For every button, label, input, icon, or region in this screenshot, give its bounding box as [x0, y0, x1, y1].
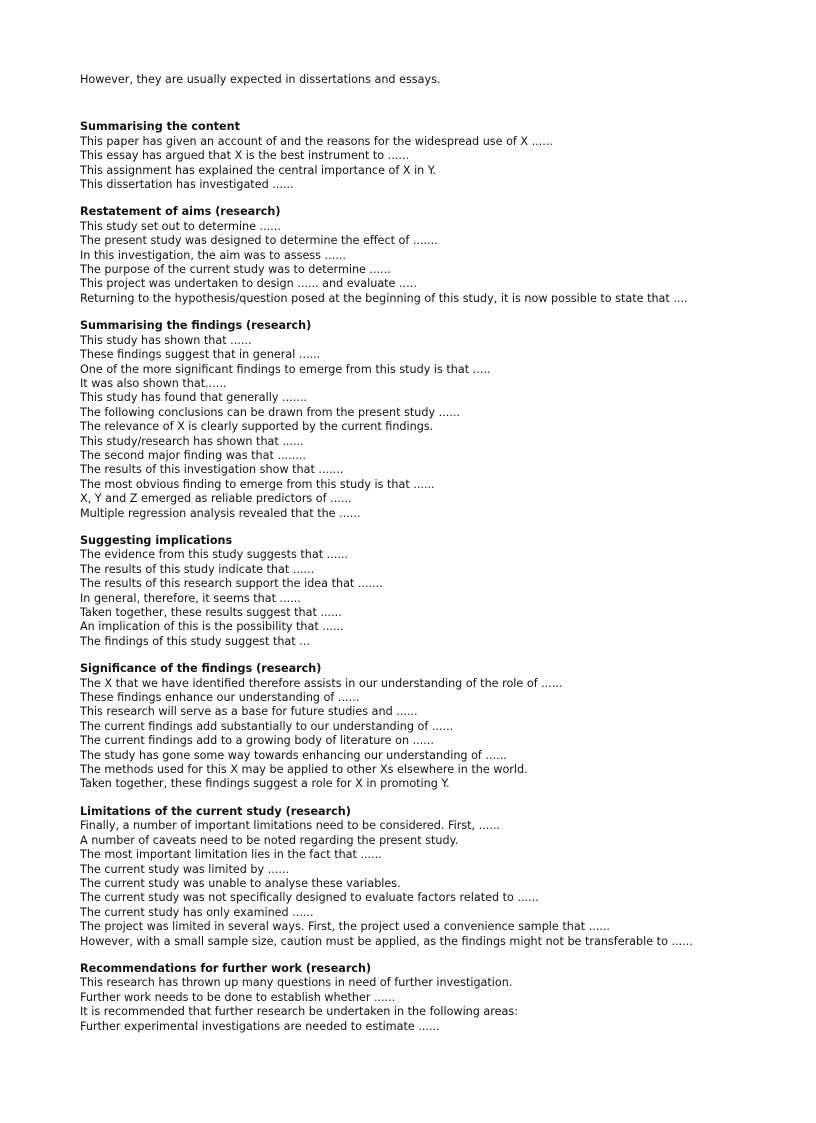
phrase-line: The relevance of X is clearly supported by the current findings. [80, 420, 434, 434]
phrase-line: In general, therefore, it seems that ...... [80, 591, 301, 605]
phrase-line: In this investigation, the aim was to assess ...... [80, 248, 346, 262]
section-heading: Recommendations for further work (research) [80, 961, 372, 975]
phrase-line: The most important limitation lies in the fact that ...... [80, 848, 382, 862]
phrase-line: Taken together, these results suggest that ...... [80, 606, 342, 619]
phrase-line: A number of caveats need to be noted regarding the present study. [80, 833, 459, 847]
intro-text: However, they are usually expected in dissertations and essays. [80, 73, 441, 86]
phrase-line: This project was undertaken to design ...... and evaluate ..... [80, 277, 417, 291]
phrase-line: An implication of this is the possibility that ...... [80, 620, 344, 634]
phrase-line: Taken together, these findings suggest a role for X in promoting Y. [80, 777, 450, 791]
phrase-line: This study has shown that ...... [80, 333, 252, 347]
phrase-line: This study set out to determine ...... [80, 219, 281, 233]
phrase-line: X, Y and Z emerged as reliable predictors of ...... [80, 492, 352, 506]
section-limitations [80, 805, 744, 949]
phrase-line: This research has thrown up many questions in need of further investigation. [80, 976, 513, 990]
phrase-line: The most obvious finding to emerge from this study is that ...... [80, 477, 435, 491]
phrase-line: This assignment has explained the central importance of X in Y. [80, 163, 436, 177]
section-heading: Limitations of the current study (research) [80, 804, 351, 818]
phrase-line: One of the more significant findings to emerge from this study is that ..... [80, 362, 491, 376]
phrase-line: The current study was not specifically designed to evaluate factors related to ...... [80, 891, 539, 905]
section-significance-of-findings [80, 662, 744, 792]
phrase-line: The purpose of the current study was to determine ...... [80, 263, 391, 277]
phrase-line: This paper has given an account of and the reasons for the widespread use of X ...... [80, 134, 553, 148]
phrase-line: Further experimental investigations are needed to estimate ...... [80, 1019, 440, 1033]
phrase-line: It is recommended that further research be undertaken in the following areas: [80, 1005, 518, 1019]
phrase-line: The methods used for this X may be applied to other Xs elsewhere in the world. [80, 763, 528, 777]
section-summarising-findings [80, 319, 744, 521]
phrase-line: However, with a small sample size, caution must be applied, as the findings might not be transferable to ...... [80, 934, 693, 948]
phrase-line: These findings suggest that in general ...... [80, 348, 321, 362]
phrase-line: The findings of this study suggest that ... [80, 634, 310, 648]
phrase-line: This dissertation has investigated ...... [80, 178, 294, 192]
section-recommendations [80, 962, 744, 1034]
phrase-line: This research will serve as a base for future studies and ...... [80, 705, 418, 719]
section-heading: Summarising the findings (research) [80, 319, 312, 333]
section-heading: Restatement of aims (research) [80, 205, 281, 219]
phrase-line: The results of this investigation show that ....... [80, 463, 344, 477]
section-restatement-of-aims [80, 205, 744, 306]
section-summarising-content [80, 120, 744, 192]
phrase-line: The current study was unable to analyse these variables. [80, 876, 401, 890]
phrase-line: Returning to the hypothesis/question posed at the beginning of this study, it is now possible to state that .... [80, 291, 688, 305]
phrase-line: These findings enhance our understanding of ...... [80, 691, 360, 705]
phrase-line: The second major finding was that ........ [80, 448, 306, 462]
phrase-line: Further work needs to be done to establish whether ...... [80, 990, 396, 1004]
phrase-line: This essay has argued that X is the best instrument to ...... [80, 149, 410, 163]
phrase-line: The project was limited in several ways. First, the project used a convenience sample that ...... [80, 920, 610, 934]
phrase-line: The results of this study indicate that ...... [80, 562, 315, 576]
phrase-line: The current study has only examined ...... [80, 905, 314, 919]
document-page [80, 73, 744, 1047]
section-suggesting-implications [80, 534, 744, 649]
phrase-line: The evidence from this study suggests that ...... [80, 548, 349, 562]
section-heading: Significance of the findings (research) [80, 662, 322, 676]
phrase-line: The current findings add substantially to our understanding of ...... [80, 719, 454, 733]
phrase-line: The results of this research support the idea that ....... [80, 577, 383, 591]
section-heading: Summarising the content [80, 120, 240, 134]
phrase-line: The present study was designed to determine the effect of ....... [80, 234, 438, 248]
phrase-line: This study has found that generally ....... [80, 391, 307, 405]
section-heading: Suggesting implications [80, 533, 233, 547]
phrase-line: The current study was limited by ...... [80, 862, 290, 876]
phrase-line: The X that we have identified therefore assists in our understanding of the role of ...... [80, 676, 563, 690]
phrase-line: The current findings add to a growing body of literature on ...... [80, 734, 434, 748]
phrase-line: It was also shown that...... [80, 376, 227, 390]
phrase-line: This study/research has shown that ...... [80, 434, 304, 448]
phrase-line: Finally, a number of important limitations need to be considered. First, ...... [80, 819, 500, 833]
phrase-line: The study has gone some way towards enhancing our understanding of ...... [80, 748, 507, 762]
phrase-line: The following conclusions can be drawn from the present study ...... [80, 405, 460, 419]
phrase-line: Multiple regression analysis revealed that the ...... [80, 506, 361, 520]
